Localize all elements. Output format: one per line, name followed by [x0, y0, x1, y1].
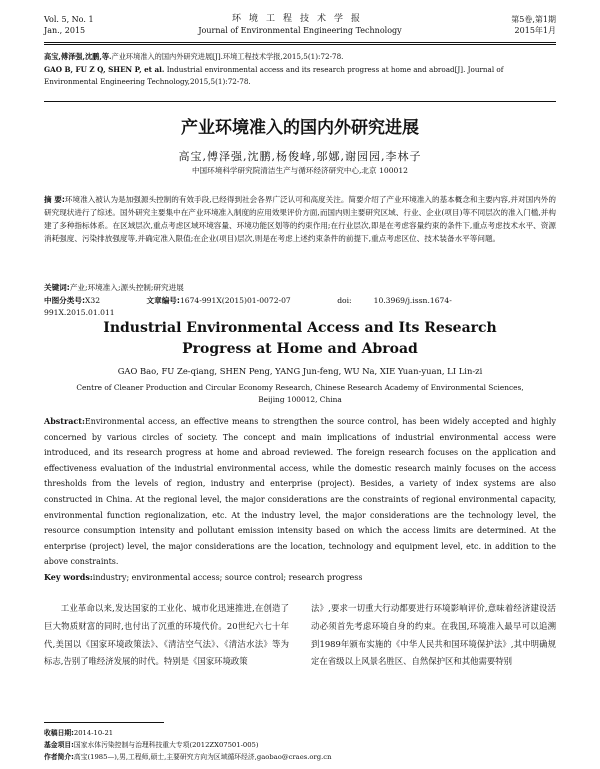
body-column-left — [44, 600, 289, 671]
doc-value: 1674-991X(2015)01-0072-07 — [179, 296, 291, 305]
issue-date-en: Jan., 2015 — [44, 26, 86, 35]
citation-cn — [44, 51, 556, 63]
english-keywords — [44, 571, 556, 584]
english-affiliation-line2: Beijing 100012, China — [258, 395, 342, 404]
chinese-title: 产业环境准入的国内外研究进展 — [181, 118, 419, 138]
author-bio — [44, 751, 556, 763]
issue-date-cn: 2015年1月 — [514, 26, 556, 35]
footnotes — [44, 727, 556, 763]
chinese-abstract-label: 摘 要: — [44, 195, 65, 204]
clc-number — [44, 296, 122, 305]
citation-en-text: Industrial environmental access and its research progress at home and abroad[J]. Journal of Environmental Engineering Technology,2015,5(1):72-78. — [44, 65, 504, 86]
citation-cn-text: 产业环境准入的国内外研究进展[J].环境工程技术学报,2015,5(1):72-78. — [111, 52, 344, 61]
volume-number: Vol. 5, No. 1 — [44, 15, 94, 24]
body-paragraph-left: 工业革命以来,发达国家的工业化、城市化迅速推进,在创造了巨大物质财富的同时,也付出了沉重的环境代价。20世纪六七十年代,美国以《国家环境政策法》、《清洁空气法》、《清洁水法》等为标志,告别了唯经济发展的时代。特别是《国家环境政策 — [44, 603, 289, 667]
citation-block — [44, 51, 556, 89]
citation-en-authors: GAO B, FU Z Q, SHEN P, et al. — [44, 65, 165, 74]
issue-info — [511, 14, 556, 36]
english-affiliation — [60, 382, 540, 406]
volume-number-cn: 第5卷,第1期 — [511, 15, 556, 24]
chinese-abstract — [44, 193, 556, 245]
chinese-authors: 高宝,傅泽强,沈鹏,杨俊峰,邬娜,谢园园,李林子 — [178, 150, 422, 163]
journal-name-cn: 环境工程技术学报 — [231, 14, 368, 24]
received-value: 2014-10-21 — [73, 729, 114, 737]
chinese-affiliation: 中国环境科学研究院清洁生产与循环经济研究中心,北京 100012 — [191, 166, 409, 175]
fund-label: 基金项目: — [44, 741, 74, 749]
journal-header — [44, 14, 556, 40]
document-code — [147, 296, 313, 305]
journal-name — [44, 14, 556, 36]
citation-cn-authors: 高宝,傅泽强,沈鹏,等. — [44, 52, 112, 61]
header-rule-thick — [44, 42, 556, 43]
chinese-keywords-label: 关键词: — [44, 283, 70, 292]
english-abstract-text: Environmental access, an effective means to strengthen the source control, has been widely accepted and highly concerned by various circles of society. The concept and main implications of industrial environmental access were introduced, and its research progress at home and abroad reviewed. The foreign research focuses on the application and effectiveness evaluation of the industrial environmental access, while the domestic research mainly focuses on the access thresholds from the levels of region, industry and enterprise (project). Besides, a variety of index systems are also constructed in China. At the regional level, the major considerations are the constraints of regional environmental capacity, environmental function regionalization, etc. At the industry level, the major considerations are the technology level, the resource consumption intensity and pollutant emission intensity based on which the access limits are determined. At the enterprise (project) level, the major considerations are the location, technology and equipment level, etc. in addition to the above constraints. — [44, 417, 556, 567]
article-identifiers — [44, 295, 556, 319]
received-date — [44, 727, 556, 739]
footnote-rule — [44, 722, 164, 723]
english-abstract — [44, 414, 556, 570]
doi-value: 10.3969/j.issn.1674-991X.2015.01.011 — [44, 296, 452, 317]
clc-value: X32 — [85, 296, 101, 305]
english-abstract-label: Abstract: — [44, 416, 85, 426]
body-text — [44, 600, 556, 712]
journal-name-en: Journal of Environmental Engineering Technology — [198, 26, 402, 35]
english-title — [44, 318, 556, 360]
author-bio-value: 高宝(1985—),男,工程师,硕士,主要研究方向为区域循环经济,gaobao@craes.org.cn — [73, 753, 332, 761]
chinese-keywords-text: 产业;环境准入;源头控制;研究进展 — [69, 283, 184, 292]
body-column-right — [311, 600, 556, 671]
chinese-abstract-text: 环境准入被认为是加强源头控制的有效手段,已经得到社会各界广泛认可和高度关注。简要介绍了产业环境准入的基本概念和主要内容,并对国内外的研究现状进行了综述。国外研究主要集中在产业环境准入制度的应用效果评价方面,而国内则主要研究区域、行业、企业(项目)等不同层次的准入门槛,并构建了多种指标体系。在区域层次,重点考虑区域环境容量、环境功能区划等的约束作用;在行业层次,即是在考虑容量约束的条件下,重点考虑技术水平、资源消耗强度、污染排放强度等,并确定准入限值;在企业(项目)层次,则是在考虑上述约束条件的前提下,重点考虑区位、技术装备水平等问题。 — [44, 195, 556, 243]
fund-value: 国家水体污染控制与治理科技重大专项(2012ZX07501-005) — [73, 741, 259, 749]
received-label: 收稿日期: — [44, 729, 74, 737]
citation-en — [44, 64, 556, 88]
body-paragraph-right: 法》,要求一切重大行动都要进行环境影响评价,意味着经济建设活动必须首先考虑环境自身的约束。在我国,环境准入最早可以追溯到1989年颁布实施的《中华人民共和国环境保护法》,其中明确规定在省级以上风景名胜区、自然保护区和其他需要特别 — [311, 603, 556, 667]
clc-label: 中图分类号: — [44, 296, 86, 305]
english-affiliation-line1: Centre of Cleaner Production and Circular Economy Research, Chinese Research Academy of Environmental Sciences, — [76, 383, 524, 392]
english-authors: GAO Bao, FU Ze-qiang, SHEN Peng, YANG Jun-feng, WU Na, XIE Yuan-yuan, LI Lin-zi — [117, 366, 483, 376]
english-keywords-label: Key words: — [44, 572, 93, 582]
header-rule-thin — [44, 44, 556, 45]
doi-label: doi: — [337, 296, 352, 305]
english-keywords-text: industry; environmental access; source control; research progress — [92, 573, 363, 582]
citation-rule — [44, 101, 556, 102]
doc-label: 文章编号: — [146, 296, 180, 305]
english-title-line2: Progress at Home and Abroad — [182, 341, 418, 357]
chinese-keywords — [44, 282, 556, 294]
english-title-line1: Industrial Environmental Access and Its Research — [103, 320, 497, 336]
fund-project — [44, 739, 556, 751]
author-bio-label: 作者简介: — [44, 753, 74, 761]
